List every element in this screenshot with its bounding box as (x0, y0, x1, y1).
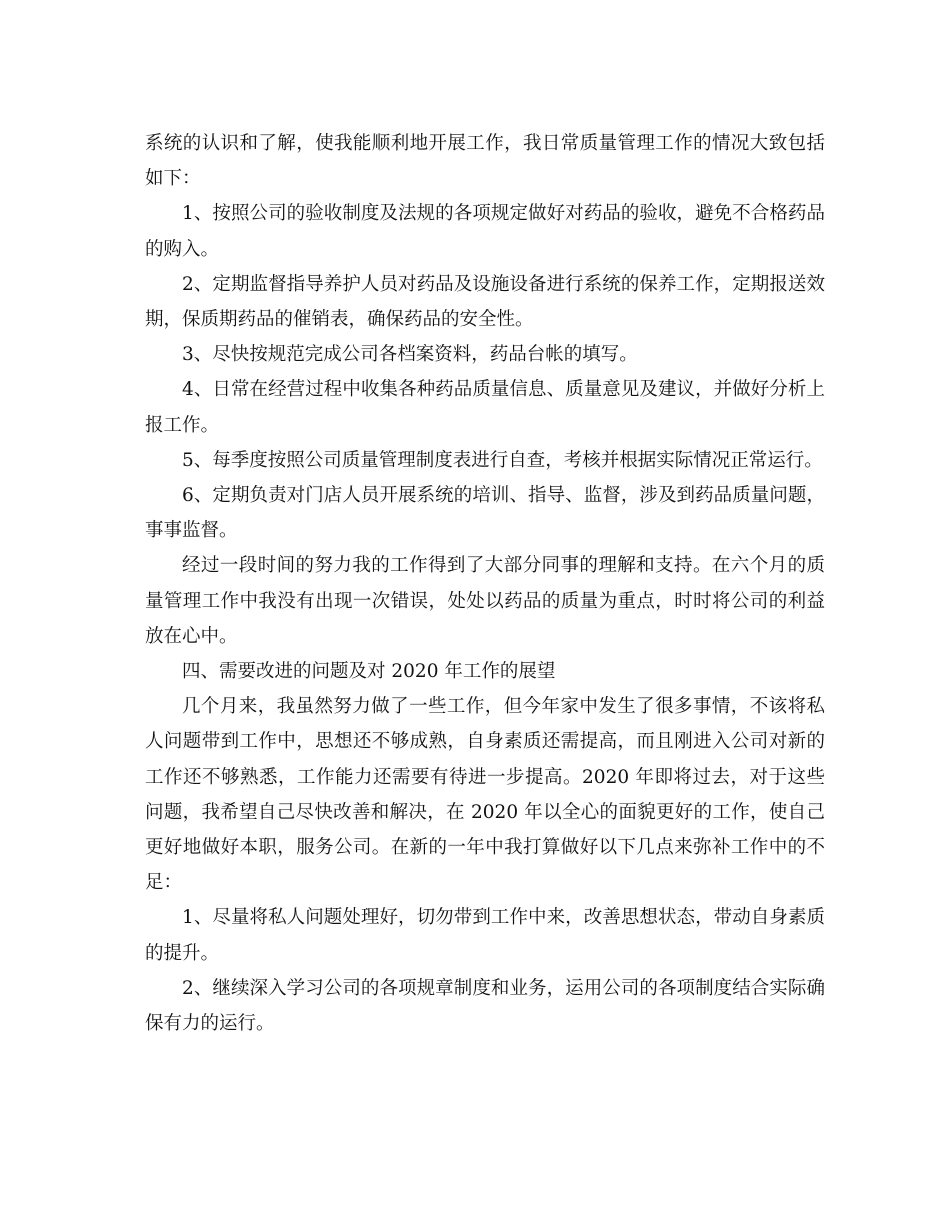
paragraph-2: 1、按照公司的验收制度及法规的各项规定做好对药品的验收，避免不合格药品的购入。 (145, 203, 825, 260)
section-heading: 四、需要改进的问题及对 2020 年工作的展望 (182, 661, 556, 683)
document-body (145, 126, 825, 1041)
paragraph-3: 2、定期监督指导养护人员对药品及设施设备进行系统的保养工作，定期报送效期，保质期药品的催销表，确保药品的安全性。 (145, 273, 825, 331)
paragraph-5: 4、日常在经营过程中收集各种药品质量信息、质量意见及建议，并做好分析上报工作。 (145, 379, 825, 436)
paragraph-4: 3、尽快按规范完成公司各档案资料，药品台帐的填写。 (182, 344, 638, 366)
paragraph-7: 6、定期负责对门店人员开展系统的培训、指导、监督，涉及到药品质量问题，事事监督。 (145, 485, 825, 542)
paragraph-1: 系统的认识和了解，使我能顺利地开展工作，我日常质量管理工作的情况大致包括如下： (145, 133, 825, 190)
paragraph-6: 5、每季度按照公司质量管理制度表进行自查，考核并根据实际情况正常运行。 (182, 449, 823, 471)
paragraph-12: 2、继续深入学习公司的各项规章制度和业务，运用公司的各项制度结合实际确保有力的运行。 (145, 977, 825, 1035)
paragraph-11: 1、尽量将私人问题处理好，切勿带到工作中来，改善思想状态，带动自身素质的提升。 (145, 907, 825, 964)
paragraph-8: 经过一段时间的努力我的工作得到了大部分同事的理解和支持。在六个月的质量管理工作中我没有出现一次错误，处处以药品的质量为重点，时时将公司的利益放在心中。 (145, 555, 825, 647)
paragraph-10: 几个月来，我虽然努力做了一些工作，但今年家中发生了很多事情，不该将私人问题带到工作中，思想还不够成熟，自身素质还需提高，而且刚进入公司对新的工作还不够熟悉，工作能力还需要有待进一步提高。2020 年即将过去，对于这些问题，我希望自己尽快改善和解决，在 2020 年以全心的面貌更好的工作，使自己更好地做好本职，服务公司。在新的一年中我打算做好以下几点来弥补工作中的不足： (145, 696, 825, 894)
